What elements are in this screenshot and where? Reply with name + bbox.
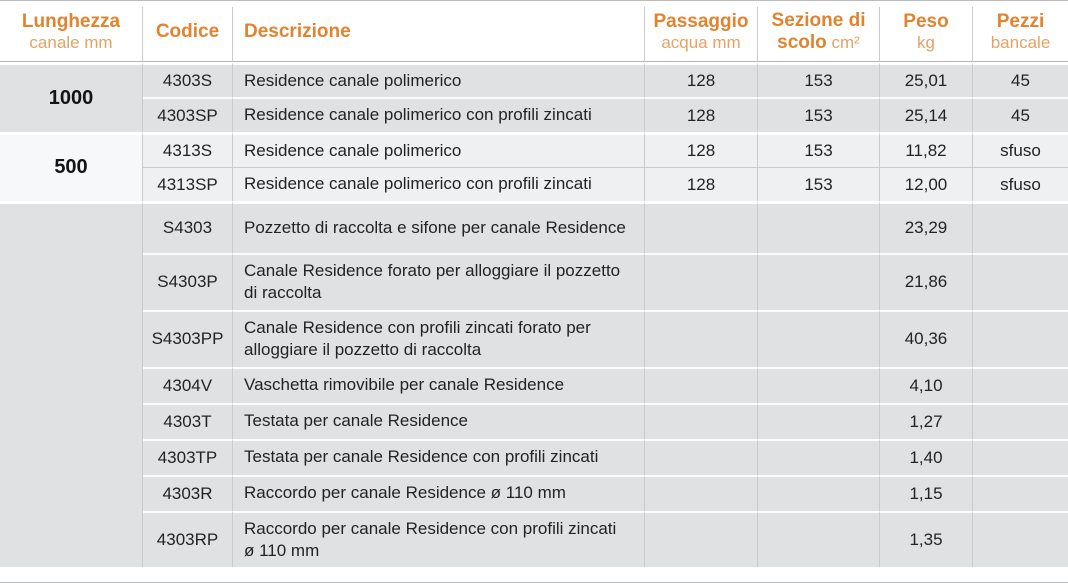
drain-section-cell: 153 (758, 97, 880, 131)
pieces-cell (973, 439, 1068, 475)
table-row (0, 62, 1068, 97)
water-passage-cell (645, 310, 758, 367)
table-row (0, 167, 1068, 200)
drain-section-cell (758, 367, 880, 403)
header-cell-sezione (758, 7, 880, 62)
weight-cell: 25,14 (880, 97, 973, 131)
table-row (0, 403, 1068, 439)
header-subtitle-bold: scolo (777, 32, 827, 53)
pieces-cell (973, 310, 1068, 367)
code-cell: S4303PP (143, 310, 233, 367)
water-passage-cell (645, 403, 758, 439)
code-cell: 4303SP (143, 97, 233, 131)
header-row (0, 7, 1068, 62)
water-passage-cell: 128 (645, 97, 758, 131)
weight-cell: 23,29 (880, 201, 973, 253)
drain-section-cell (758, 511, 880, 568)
water-passage-cell: 128 (645, 167, 758, 200)
pieces-cell: sfuso (973, 132, 1068, 167)
header-cell-passaggio (645, 7, 758, 62)
code-cell: 4313S (143, 132, 233, 167)
description-cell: Testata per canale Residence con profili zincati (233, 439, 645, 475)
table-row (0, 367, 1068, 403)
pieces-cell (973, 201, 1068, 253)
table-row (0, 310, 1068, 367)
header-subtitle: canale mm (29, 33, 113, 53)
weight-cell: 1,35 (880, 511, 973, 568)
header-title: Lunghezza (21, 10, 121, 32)
code-cell: S4303 (143, 201, 233, 253)
code-cell: 4313SP (143, 167, 233, 200)
pieces-cell (973, 511, 1068, 568)
header-cell-descrizione (233, 7, 645, 62)
water-passage-cell (645, 511, 758, 568)
code-cell: 4303R (143, 475, 233, 511)
header-unit: cm² (831, 33, 860, 52)
water-passage-cell: 128 (645, 62, 758, 97)
table-row (0, 253, 1068, 310)
weight-cell: 40,36 (880, 310, 973, 367)
water-passage-cell (645, 439, 758, 475)
weight-cell: 21,86 (880, 253, 973, 310)
group-length-cell (0, 201, 143, 568)
pieces-cell (973, 253, 1068, 310)
pieces-cell (973, 367, 1068, 403)
header-cell-peso (880, 7, 973, 62)
header-subtitle: acqua mm (661, 33, 741, 53)
weight-cell: 1,27 (880, 403, 973, 439)
header-title: Sezione di (771, 9, 866, 31)
weight-cell: 1,15 (880, 475, 973, 511)
group-length-cell: 500 (0, 132, 143, 201)
header-title: Codice (155, 20, 220, 42)
header-title: Passaggio (653, 10, 749, 32)
pieces-cell: 45 (973, 97, 1068, 131)
drain-section-cell (758, 439, 880, 475)
header-title: Pezzi (996, 10, 1045, 32)
description-cell: Vaschetta rimovibile per canale Residence (233, 367, 645, 403)
weight-cell: 12,00 (880, 167, 973, 200)
description-cell: Residence canale polimerico (233, 132, 645, 167)
water-passage-cell (645, 201, 758, 253)
description-cell: Canale Residence con profili zincati forato per alloggiare il pozzetto di raccolta (233, 310, 645, 367)
description-cell: Pozzetto di raccolta e sifone per canale Residence (233, 201, 645, 253)
header-cell-lunghezza (0, 7, 143, 62)
header-subtitle: kg (917, 33, 935, 53)
table-row (0, 511, 1068, 568)
header-cell-codice (143, 7, 233, 62)
drain-section-cell: 153 (758, 62, 880, 97)
drain-section-cell (758, 475, 880, 511)
water-passage-cell (645, 475, 758, 511)
code-cell: 4303T (143, 403, 233, 439)
weight-cell: 11,82 (880, 132, 973, 167)
header-title: Peso (903, 10, 949, 32)
drain-section-cell: 153 (758, 167, 880, 200)
description-cell: Residence canale polimerico con profili zincati (233, 167, 645, 200)
group-length-cell: 1000 (0, 62, 143, 132)
weight-cell: 4,10 (880, 367, 973, 403)
code-cell: 4304V (143, 367, 233, 403)
code-cell: 4303S (143, 62, 233, 97)
pieces-cell: sfuso (973, 167, 1068, 200)
drain-section-cell (758, 403, 880, 439)
water-passage-cell (645, 367, 758, 403)
weight-cell: 1,40 (880, 439, 973, 475)
weight-cell: 25,01 (880, 62, 973, 97)
header-title: Descrizione (244, 20, 351, 42)
table-row (0, 97, 1068, 131)
description-cell: Testata per canale Residence (233, 403, 645, 439)
header-cell-pezzi (973, 7, 1068, 62)
products-table (0, 7, 1068, 567)
pieces-cell: 45 (973, 62, 1068, 97)
header-subtitle (758, 32, 879, 54)
pieces-cell (973, 403, 1068, 439)
description-cell: Residence canale polimerico (233, 62, 645, 97)
drain-section-cell (758, 253, 880, 310)
description-cell: Raccordo per canale Residence ø 110 mm (233, 475, 645, 511)
water-passage-cell: 128 (645, 132, 758, 167)
description-cell: Canale Residence forato per alloggiare il pozzetto di raccolta (233, 253, 645, 310)
pieces-cell (973, 475, 1068, 511)
description-cell: Residence canale polimerico con profili zincati (233, 97, 645, 131)
table-row (0, 201, 1068, 253)
header-subtitle: bancale (990, 33, 1051, 53)
code-cell: 4303TP (143, 439, 233, 475)
description-cell: Raccordo per canale Residence con profili zincati ø 110 mm (233, 511, 645, 568)
drain-section-cell (758, 310, 880, 367)
table-row (0, 132, 1068, 167)
table-row (0, 439, 1068, 475)
code-cell: S4303P (143, 253, 233, 310)
code-cell: 4303RP (143, 511, 233, 568)
table-row (0, 475, 1068, 511)
drain-section-cell (758, 201, 880, 253)
water-passage-cell (645, 253, 758, 310)
drain-section-cell: 153 (758, 132, 880, 167)
